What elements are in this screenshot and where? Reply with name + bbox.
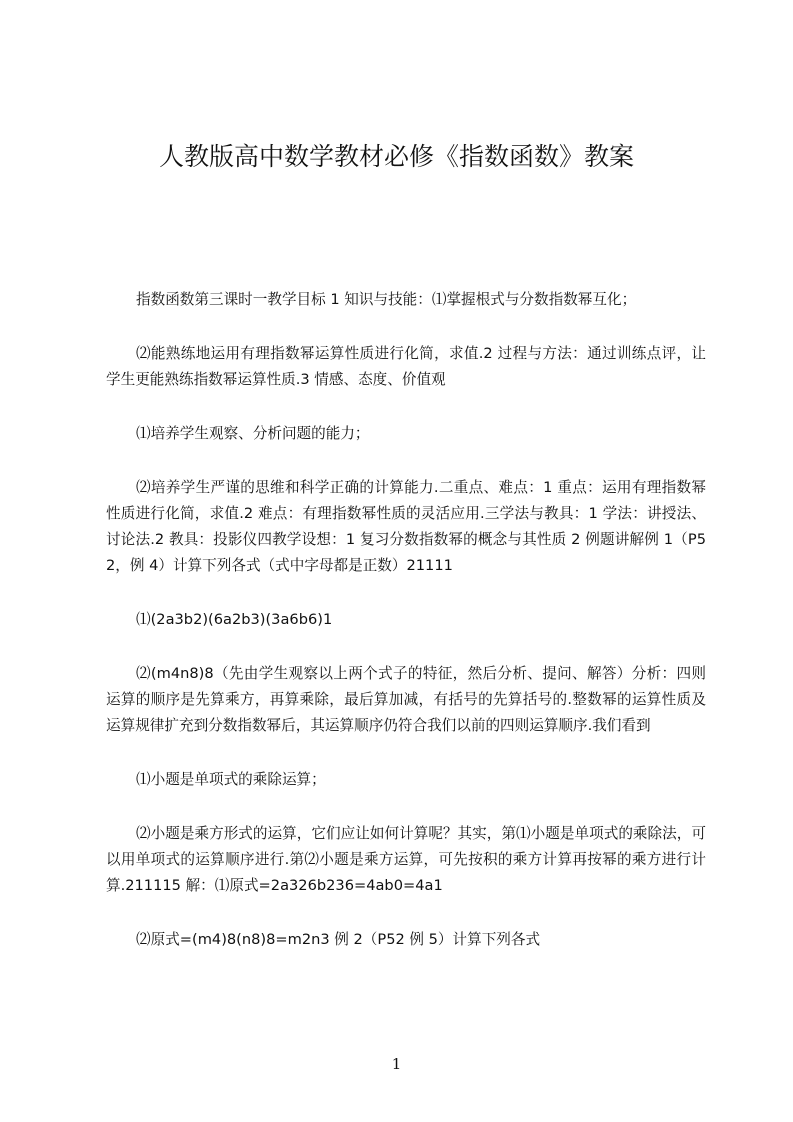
paragraph-9: ⑵原式=(m4)8(n8)8=m2n3 例 2（P52 例 5）计算下列各式 <box>136 931 541 948</box>
paragraph-2: ⑵能熟练地运用有理指数幂运算性质进行化简，求值.2 过程与方法：通过训练点评，让学生更能熟练指数幂运算性质.3 情感、态度、价值观 <box>106 345 706 388</box>
paragraph-1: 指数函数第三课时一教学目标 1 知识与技能：⑴掌握根式与分数指数幂互化； <box>136 291 637 308</box>
document-title: 人教版高中数学教材必修《指数函数》教案 <box>158 142 634 171</box>
paragraph-6: ⑵(m4n8)8（先由学生观察以上两个式子的特征，然后分析、提问、解答）分析：四则运算的顺序是先算乘方，再算乘除，最后算加减，有括号的先算括号的.整数幂的运算性质及运算规律扩充到分数指数幂后，其运算顺序仍符合我们以前的四则运算顺序.我们看到 <box>106 665 706 734</box>
page-number: 1 <box>391 1055 402 1073</box>
paragraph-8: ⑵小题是乘方形式的运算，它们应让如何计算呢？其实，第⑴小题是单项式的乘除法，可以用单项式的运算顺序进行.第⑵小题是乘方运算，可先按积的乘方计算再按幂的乘方进行计算.211115 解：⑴原式=2a326b236=4ab0=4a1 <box>106 825 706 894</box>
document-body <box>106 287 706 981</box>
paragraph-5: ⑴(2a3b2)(6a2b3)(3a6b6)1 <box>136 611 333 628</box>
paragraph-7: ⑴小题是单项式的乘除运算； <box>136 771 326 788</box>
paragraph-4: ⑵培养学生严谨的思维和科学正确的计算能力.二重点、难点：1 重点：运用有理指数幂性质进行化简，求值.2 难点：有理指数幂性质的灵活应用.三学法与教具：1 学法：讲授法、讨论法.2 教具：投影仪四教学设想：1 复习分数指数幂的概念与其性质 2 例题讲解例 1（P52，例 4）计算下列各式（式中字母都是正数）21111 <box>106 479 706 574</box>
paragraph-3: ⑴培养学生观察、分析问题的能力； <box>136 425 370 442</box>
